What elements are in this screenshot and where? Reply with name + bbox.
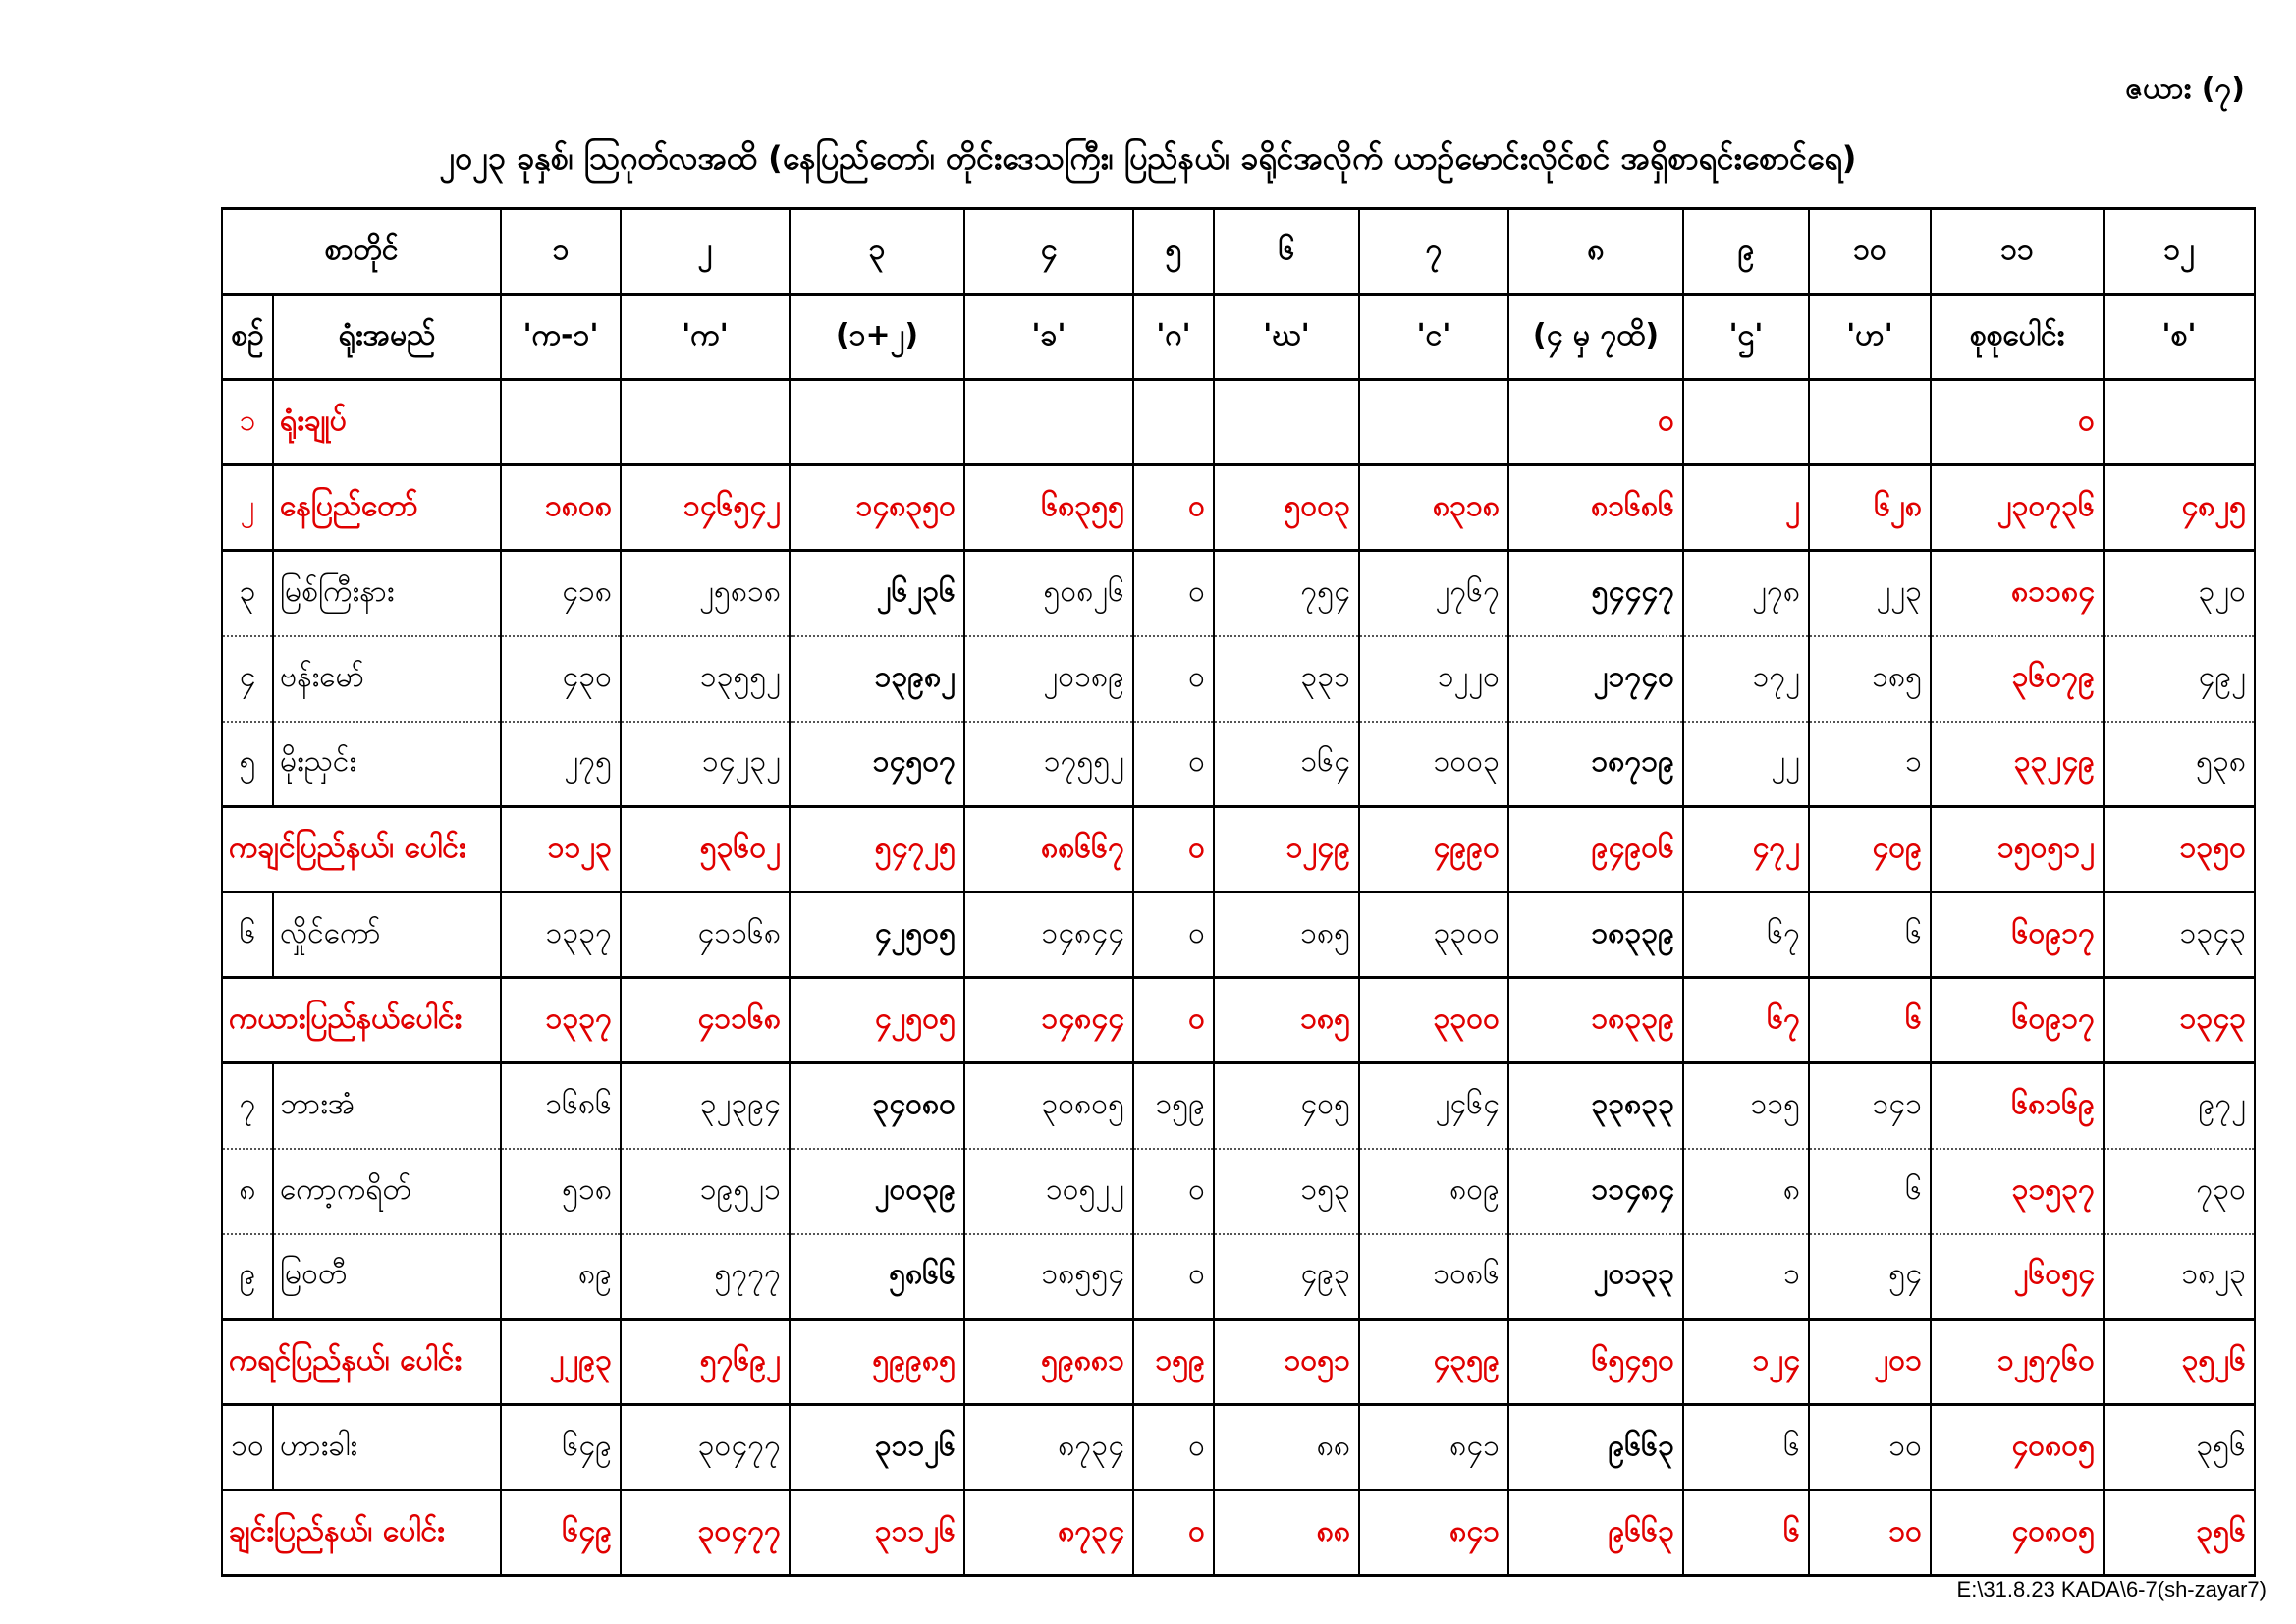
table-cell: ၆၈၃၅၅ [964, 465, 1133, 551]
table-cell: ၈၁၁၈၄ [1931, 551, 2104, 636]
table-cell: ၅၈၆၆ [790, 1234, 964, 1320]
table-cell: ၁၄၈၄၄ [964, 893, 1133, 978]
table-body [222, 380, 2255, 1576]
table-cell: ၆၀၉၁၇ [1931, 978, 2104, 1063]
table-row [222, 551, 2255, 636]
table-cell: ၃၄၀၈၀ [790, 1063, 964, 1149]
table-cell [790, 380, 964, 465]
table-cell [1214, 380, 1359, 465]
table-cell [1809, 380, 1931, 465]
table-cell: ၁၂၄၉ [1214, 807, 1359, 893]
table-cell: ၀ [1133, 1490, 1214, 1576]
table-cell: ၃၅၂၆ [2104, 1320, 2255, 1405]
office-name: လှိုင်ကော် [273, 893, 501, 978]
table-cell: ၂၀၀၃၉ [790, 1149, 964, 1234]
table-cell: ၁၈၅၅၄ [964, 1234, 1133, 1320]
serial-number: ၅ [222, 722, 273, 807]
table-cell: ၈၈ [1214, 1405, 1359, 1490]
table-cell: ၉၄၉၀၆ [1508, 807, 1683, 893]
table-row [222, 1234, 2255, 1320]
table-cell: ၁၀၅၂၂ [964, 1149, 1133, 1234]
serial-number: ၄ [222, 636, 273, 722]
table-cell: ၁၀၈၆ [1359, 1234, 1508, 1320]
table-cell: ၄၃၅၉ [1359, 1320, 1508, 1405]
header-row-categories [222, 295, 2255, 380]
page-title: ၂၀၂၃ ခုနှစ်၊ ဩဂုတ်လအထိ (နေပြည်တော်၊ တိုင်းဒေသကြီး၊ ပြည်နယ်၊ ခရိုင်အလိုက် ယာဉ်မောင်းလိုင်စင် အရှိစာရင်းစောင်ရေ) [439, 139, 1857, 177]
table-cell: ၁၀ [1809, 1490, 1931, 1576]
serial-number: ၇ [222, 1063, 273, 1149]
table-cell: ၅၉၈၈၁ [964, 1320, 1133, 1405]
table-cell: ၁၃၃၇ [501, 978, 621, 1063]
table-cell: ၂၂၉၃ [501, 1320, 621, 1405]
table-cell: ၅၀၀၃ [1214, 465, 1359, 551]
table-cell: ၄၀၈၀၅ [1931, 1490, 2104, 1576]
table-cell: ၄၀၈၀၅ [1931, 1405, 2104, 1490]
table-cell: ၀ [1133, 636, 1214, 722]
table-cell: ၆ [1683, 1490, 1809, 1576]
table-cell: ၈၃၁၈ [1359, 465, 1508, 551]
table-cell: ၁၂၅၇၆၀ [1931, 1320, 2104, 1405]
table-cell: ၄၉၂ [2104, 636, 2255, 722]
table-cell: ၆ [1809, 1149, 1931, 1234]
table-cell: ၁၃၃၇ [501, 893, 621, 978]
table-cell: ၅၄ [1809, 1234, 1931, 1320]
table-cell: ၁၄၁ [1809, 1063, 1931, 1149]
header-row-numbers [222, 209, 2255, 295]
category-header: စုစုပေါင်း [1931, 295, 2104, 380]
table-cell [621, 380, 790, 465]
table-cell: ၆ [1683, 1405, 1809, 1490]
license-table [221, 207, 2256, 1577]
serial-number: ၂ [222, 465, 273, 551]
table-cell: ၃၃၁ [1214, 636, 1359, 722]
table-cell: ၄၃၀ [501, 636, 621, 722]
col-number: ၃ [790, 209, 964, 295]
category-header: 'ဂ' [1133, 295, 1214, 380]
category-header: 'က' [621, 295, 790, 380]
category-header: 'က-၁' [501, 295, 621, 380]
table-cell: ၀ [1133, 893, 1214, 978]
table-row [222, 1149, 2255, 1234]
col-number: ၁၂ [2104, 209, 2255, 295]
table-cell: ၈၇၃၄ [964, 1490, 1133, 1576]
table-cell: ၀ [1133, 807, 1214, 893]
table-cell: ၁၆၈၆ [501, 1063, 621, 1149]
table-cell: ၈၄၁ [1359, 1405, 1508, 1490]
table-cell: ၁၀၀၃ [1359, 722, 1508, 807]
table-cell: ၁၈၅ [1214, 893, 1359, 978]
table-cell: ၁၇၂ [1683, 636, 1809, 722]
table-cell: ၀ [1508, 380, 1683, 465]
table-cell: ၂၂ [1683, 722, 1809, 807]
table-cell: ၄၀၅ [1214, 1063, 1359, 1149]
table-cell: ၃၃၈၃၃ [1508, 1063, 1683, 1149]
serial-number: ၁ [222, 380, 273, 465]
table-row [222, 380, 2255, 465]
col-number: ၄ [964, 209, 1133, 295]
table-cell: ၆ [1809, 893, 1931, 978]
office-name: မိုးညှင်း [273, 722, 501, 807]
table-cell: ၁၁၄၈၄ [1508, 1149, 1683, 1234]
table-cell: ၂၄၆၄ [1359, 1063, 1508, 1149]
table-cell: ၈၉ [501, 1234, 621, 1320]
col-number: ၂ [621, 209, 790, 295]
table-cell: ၂၁၇၄၀ [1508, 636, 1683, 722]
table-cell: ၃၀၄၇၇ [621, 1405, 790, 1490]
table-cell: ၆၄၉ [501, 1490, 621, 1576]
table-cell: ၁၈၅ [1214, 978, 1359, 1063]
subtotal-row [222, 1320, 2255, 1405]
office-name: မြစ်ကြီးနား [273, 551, 501, 636]
table-cell: ၁၅၉ [1133, 1063, 1214, 1149]
table-cell: ၁၁၅ [1683, 1063, 1809, 1149]
table-cell: ၈၄၁ [1359, 1490, 1508, 1576]
category-header: (၁+၂) [790, 295, 964, 380]
serial-number: ၉ [222, 1234, 273, 1320]
category-header: 'ဟ' [1809, 295, 1931, 380]
table-cell: ၁၆၄ [1214, 722, 1359, 807]
table-cell: ၃၀၄၇၇ [621, 1490, 790, 1576]
category-header: 'ခ' [964, 295, 1133, 380]
table-cell: ၉၇၂ [2104, 1063, 2255, 1149]
table-cell: ၆၈၁၆၉ [1931, 1063, 2104, 1149]
category-header: 'စ' [2104, 295, 2255, 380]
table-cell: ၅၄၄၄၇ [1508, 551, 1683, 636]
col-number: ၅ [1133, 209, 1214, 295]
file-path-footer: E:\31.8.23 KADA\6-7(sh-zayar7) [1956, 1577, 2267, 1601]
table-cell: ၄၂၅၀၅ [790, 893, 964, 978]
subtotal-label: ကချင်ပြည်နယ်၊ ပေါင်း [222, 807, 501, 893]
table-cell: ၂၀၁၈၉ [964, 636, 1133, 722]
col-number: ၇ [1359, 209, 1508, 295]
table-cell: ၁၀၅၁ [1214, 1320, 1359, 1405]
table-cell: ၈၁၆၈၆ [1508, 465, 1683, 551]
serial-number: ၁၀ [222, 1405, 273, 1490]
subtotal-label: ချင်းပြည်နယ်၊ ပေါင်း [222, 1490, 501, 1576]
table-cell: ၁၈၇၁၉ [1508, 722, 1683, 807]
table-cell: ၂၀၁ [1809, 1320, 1931, 1405]
table-cell: ၀ [1931, 380, 2104, 465]
table-cell: ၃၅၆ [2104, 1490, 2255, 1576]
table-cell: ၁၈၃၃၉ [1508, 978, 1683, 1063]
table-row [222, 465, 2255, 551]
table-cell: ၀ [1133, 1149, 1214, 1234]
table-cell: ၁၈၅ [1809, 636, 1931, 722]
table-cell: ၁၄၈၃၅၀ [790, 465, 964, 551]
category-header: (၄ မှ ၇ထိ) [1508, 295, 1683, 380]
table-cell: ၁၅၉ [1133, 1320, 1214, 1405]
subtotal-row [222, 1490, 2255, 1576]
table-cell: ၃၁၁၂၆ [790, 1490, 964, 1576]
table-cell: ၃၁၁၂၆ [790, 1405, 964, 1490]
table-cell: ၅၀၈၂၆ [964, 551, 1133, 636]
office-name: ဗန်းမော် [273, 636, 501, 722]
table-cell: ၉၆၆၃ [1508, 1490, 1683, 1576]
serial-number: ၆ [222, 893, 273, 978]
table-cell: ၁၄၈၄၄ [964, 978, 1133, 1063]
table-cell: ၆၄၉ [501, 1405, 621, 1490]
table-cell: ၈၈၆၆၇ [964, 807, 1133, 893]
office-name: ရုံးချုပ် [273, 380, 501, 465]
category-header: 'ဃ' [1214, 295, 1359, 380]
table-row [222, 722, 2255, 807]
page-label: ဇယား (၇) [2125, 72, 2245, 106]
table-cell: ၁ [1683, 1234, 1809, 1320]
table-cell: ၅၇၇၇ [621, 1234, 790, 1320]
table-cell: ၁၁၂၃ [501, 807, 621, 893]
table-row [222, 1405, 2255, 1490]
table-cell: ၄၁၈ [501, 551, 621, 636]
table-row [222, 1063, 2255, 1149]
table-cell: ၂၇၆၇ [1359, 551, 1508, 636]
table-cell: ၈ [1683, 1149, 1809, 1234]
table-cell: ၃၂၃၉၄ [621, 1063, 790, 1149]
table-cell: ၀ [1133, 551, 1214, 636]
category-header: 'င' [1359, 295, 1508, 380]
table-cell: ၁ [1809, 722, 1931, 807]
table-cell: ၅၁၈ [501, 1149, 621, 1234]
office-name: ဘားအံ [273, 1063, 501, 1149]
table-cell: ၅၉၉၈၅ [790, 1320, 964, 1405]
table-cell: ၂၅၈၁၈ [621, 551, 790, 636]
table-cell: ၀ [1133, 1234, 1214, 1320]
serial-number: ၈ [222, 1149, 273, 1234]
table-cell: ၄၉၃ [1214, 1234, 1359, 1320]
table-cell: ၁၃၄၃ [2104, 978, 2255, 1063]
table-cell: ၃၃၀၀ [1359, 893, 1508, 978]
table-cell: ၂၆၀၅၄ [1931, 1234, 2104, 1320]
sn-header: စဉ် [222, 295, 273, 380]
table-cell: ၁၇၅၅၂ [964, 722, 1133, 807]
table-cell: ၁၄၂၃၂ [621, 722, 790, 807]
col-number: ၉ [1683, 209, 1809, 295]
table-cell: ၁၈၂၃ [2104, 1234, 2255, 1320]
table-cell: ၄၈၂၅ [2104, 465, 2255, 551]
table-cell: ၄၀၉ [1809, 807, 1931, 893]
table-cell: ၁၃၄၃ [2104, 893, 2255, 978]
table-cell: ၄၁၁၆၈ [621, 978, 790, 1063]
table-cell [501, 380, 621, 465]
table-cell: ၁၃၅၀ [2104, 807, 2255, 893]
table-cell: ၆၂၈ [1809, 465, 1931, 551]
table-cell [1683, 380, 1809, 465]
table-cell: ၀ [1133, 978, 1214, 1063]
col-number: ၈ [1508, 209, 1683, 295]
table-cell: ၁၈၀၈ [501, 465, 621, 551]
col-number: ၁၁ [1931, 209, 2104, 295]
table-cell: ၁၃၉၈၂ [790, 636, 964, 722]
col-number: ၁၀ [1809, 209, 1931, 295]
table-cell: ၂၀၁၃၃ [1508, 1234, 1683, 1320]
table-row [222, 636, 2255, 722]
table-cell: ၈၇၃၄ [964, 1405, 1133, 1490]
table-cell: ၃၆၀၇၉ [1931, 636, 2104, 722]
table-cell: ၇၃၀ [2104, 1149, 2255, 1234]
table-cell: ၃၅၆ [2104, 1405, 2255, 1490]
table-cell: ၁၄၆၅၄၂ [621, 465, 790, 551]
table-cell: ၁၈၃၃၉ [1508, 893, 1683, 978]
table-cell: ၆၇ [1683, 893, 1809, 978]
column-label: စာတိုင် [222, 209, 501, 295]
table-cell: ၃၁၅၃၇ [1931, 1149, 2104, 1234]
table-cell: ၆ [1809, 978, 1931, 1063]
table-cell: ၂၂၃ [1809, 551, 1931, 636]
subtotal-row [222, 807, 2255, 893]
office-name: နေပြည်တော် [273, 465, 501, 551]
table-cell: ၆၇ [1683, 978, 1809, 1063]
col-number: ၁ [501, 209, 621, 295]
table-cell: ၁၉၅၂၁ [621, 1149, 790, 1234]
subtotal-label: ကယားပြည်နယ်ပေါင်း [222, 978, 501, 1063]
table-cell: ၁၃၅၅၂ [621, 636, 790, 722]
table-cell: ၃၀၈၀၅ [964, 1063, 1133, 1149]
table-cell: ၆၀၉၁၇ [1931, 893, 2104, 978]
table-cell: ၁၅၃ [1214, 1149, 1359, 1234]
table-cell: ၈၀၉ [1359, 1149, 1508, 1234]
table-cell: ၃၂၀ [2104, 551, 2255, 636]
table-cell [2104, 380, 2255, 465]
table-cell: ၃၃၂၄၉ [1931, 722, 2104, 807]
table-cell: ၁၀ [1809, 1405, 1931, 1490]
table-cell: ၅၄၇၂၅ [790, 807, 964, 893]
table-cell: ၂၇၈ [1683, 551, 1809, 636]
office-name: ဟားခါး [273, 1405, 501, 1490]
table-cell: ၀ [1133, 722, 1214, 807]
table-cell: ၁၄၅၀၇ [790, 722, 964, 807]
table-cell: ၄၉၉၀ [1359, 807, 1508, 893]
table-cell: ၁၅၀၅၁၂ [1931, 807, 2104, 893]
table-cell: ၂၇၅ [501, 722, 621, 807]
subtotal-label: ကရင်ပြည်နယ်၊ ပေါင်း [222, 1320, 501, 1405]
table-cell: ၆၅၄၅၀ [1508, 1320, 1683, 1405]
table-cell: ၈၈ [1214, 1490, 1359, 1576]
table-cell: ၇၅၄ [1214, 551, 1359, 636]
table-cell: ၂၆၂၃၆ [790, 551, 964, 636]
category-header: 'ဌ' [1683, 295, 1809, 380]
table-cell [964, 380, 1133, 465]
office-name: ကော့ကရိတ် [273, 1149, 501, 1234]
table-cell: ၉၆၆၃ [1508, 1405, 1683, 1490]
table-cell: ၁၂၄ [1683, 1320, 1809, 1405]
office-name: မြဝတီ [273, 1234, 501, 1320]
col-number: ၆ [1214, 209, 1359, 295]
table-cell: ၅၃၆၀၂ [621, 807, 790, 893]
subtotal-row [222, 978, 2255, 1063]
table-cell: ၄၁၁၆၈ [621, 893, 790, 978]
table-cell [1133, 380, 1214, 465]
table-cell: ၁၂၂၀ [1359, 636, 1508, 722]
table-cell: ၂ [1683, 465, 1809, 551]
table-cell: ၂၃၀၇၃၆ [1931, 465, 2104, 551]
table-cell [1359, 380, 1508, 465]
table-cell: ၄၂၅၀၅ [790, 978, 964, 1063]
serial-number: ၃ [222, 551, 273, 636]
office-header: ရုံးအမည် [273, 295, 501, 380]
table-cell: ၅၃၈ [2104, 722, 2255, 807]
table-cell: ၅၇၆၉၂ [621, 1320, 790, 1405]
table-cell: ၄၇၂ [1683, 807, 1809, 893]
table-cell: ၃၃၀၀ [1359, 978, 1508, 1063]
table-cell: ၀ [1133, 465, 1214, 551]
table-cell: ၀ [1133, 1405, 1214, 1490]
table-row [222, 893, 2255, 978]
